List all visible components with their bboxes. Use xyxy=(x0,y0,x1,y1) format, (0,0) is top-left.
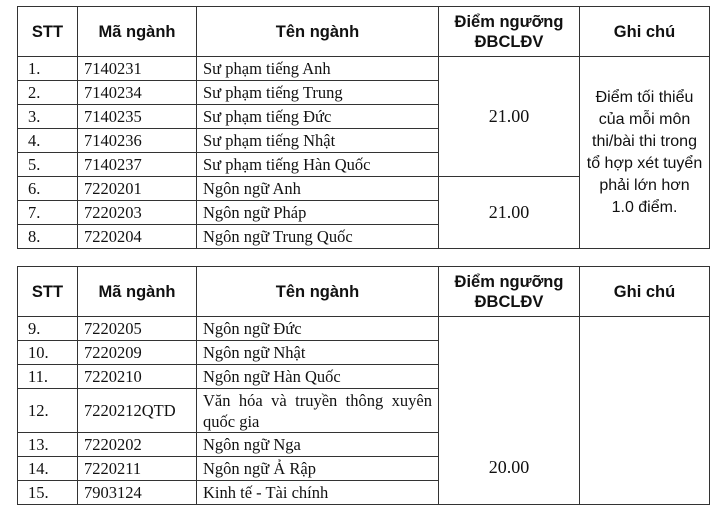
code-cell: 7220201 xyxy=(78,177,197,201)
table-row xyxy=(18,317,710,341)
code-cell: 7220202 xyxy=(78,433,197,457)
stt-cell: 13. xyxy=(18,433,78,457)
note-cell xyxy=(580,317,710,505)
name-cell: Ngôn ngữ Anh xyxy=(197,177,439,201)
code-cell: 7140236 xyxy=(78,129,197,153)
name-cell: Sư phạm tiếng Trung xyxy=(197,81,439,105)
header-score-line2: ĐBCLĐV xyxy=(474,292,544,311)
header-code: Mã ngành xyxy=(78,7,197,57)
score-cell: 21.00 xyxy=(439,177,580,249)
stt-cell: 3. xyxy=(18,105,78,129)
name-cell: Ngôn ngữ Nhật xyxy=(197,341,439,365)
code-cell: 7140234 xyxy=(78,81,197,105)
header-score-line2: ĐBCLĐV xyxy=(474,32,544,51)
note-cell: Điểm tối thiểu của mỗi môn thi/bài thi trong tổ hợp xét tuyển phải lớn hơn 1.0 điểm. xyxy=(580,57,710,249)
name-cell: Sư phạm tiếng Nhật xyxy=(197,129,439,153)
name-cell: Kinh tế - Tài chính xyxy=(197,481,439,505)
threshold-table-2 xyxy=(17,266,710,505)
stt-cell: 9. xyxy=(18,317,78,341)
name-cell: Sư phạm tiếng Anh xyxy=(197,57,439,81)
name-cell: Văn hóa và truyền thông xuyên quốc gia xyxy=(197,389,439,433)
stt-cell: 2. xyxy=(18,81,78,105)
stt-cell: 7. xyxy=(18,201,78,225)
code-cell: 7220210 xyxy=(78,365,197,389)
header-row xyxy=(18,7,710,57)
code-cell: 7220203 xyxy=(78,201,197,225)
header-score xyxy=(439,267,580,317)
header-score-line1: Điểm ngưỡng xyxy=(454,12,564,31)
stt-cell: 11. xyxy=(18,365,78,389)
code-cell: 7140231 xyxy=(78,57,197,81)
name-cell: Ngôn ngữ Nga xyxy=(197,433,439,457)
score-cell: 21.00 xyxy=(439,57,580,177)
header-score xyxy=(439,7,580,57)
code-cell: 7140237 xyxy=(78,153,197,177)
stt-cell: 6. xyxy=(18,177,78,201)
code-cell: 7220209 xyxy=(78,341,197,365)
header-row xyxy=(18,267,710,317)
stt-cell: 10. xyxy=(18,341,78,365)
stt-cell: 1. xyxy=(18,57,78,81)
stt-cell: 4. xyxy=(18,129,78,153)
name-cell: Ngôn ngữ Đức xyxy=(197,317,439,341)
header-code: Mã ngành xyxy=(78,267,197,317)
stt-cell: 8. xyxy=(18,225,78,249)
name-cell: Sư phạm tiếng Hàn Quốc xyxy=(197,153,439,177)
name-cell: Ngôn ngữ Hàn Quốc xyxy=(197,365,439,389)
header-name: Tên ngành xyxy=(197,267,439,317)
header-stt: STT xyxy=(18,267,78,317)
stt-cell: 14. xyxy=(18,457,78,481)
code-cell: 7220204 xyxy=(78,225,197,249)
name-cell: Sư phạm tiếng Đức xyxy=(197,105,439,129)
threshold-table-1 xyxy=(17,6,710,249)
stt-cell: 12. xyxy=(18,389,78,433)
name-cell: Ngôn ngữ Pháp xyxy=(197,201,439,225)
name-cell: Ngôn ngữ Ả Rập xyxy=(197,457,439,481)
header-note: Ghi chú xyxy=(580,7,710,57)
code-cell: 7220205 xyxy=(78,317,197,341)
header-stt: STT xyxy=(18,7,78,57)
stt-cell: 5. xyxy=(18,153,78,177)
score-cell xyxy=(439,317,580,505)
score-value: 20.00 xyxy=(488,457,530,477)
header-note: Ghi chú xyxy=(580,267,710,317)
code-cell: 7220212QTD xyxy=(78,389,197,433)
header-name: Tên ngành xyxy=(197,7,439,57)
name-cell: Ngôn ngữ Trung Quốc xyxy=(197,225,439,249)
header-score-line1: Điểm ngưỡng xyxy=(454,272,564,291)
code-cell: 7140235 xyxy=(78,105,197,129)
code-cell: 7903124 xyxy=(78,481,197,505)
table-row xyxy=(18,57,710,81)
code-cell: 7220211 xyxy=(78,457,197,481)
stt-cell: 15. xyxy=(18,481,78,505)
